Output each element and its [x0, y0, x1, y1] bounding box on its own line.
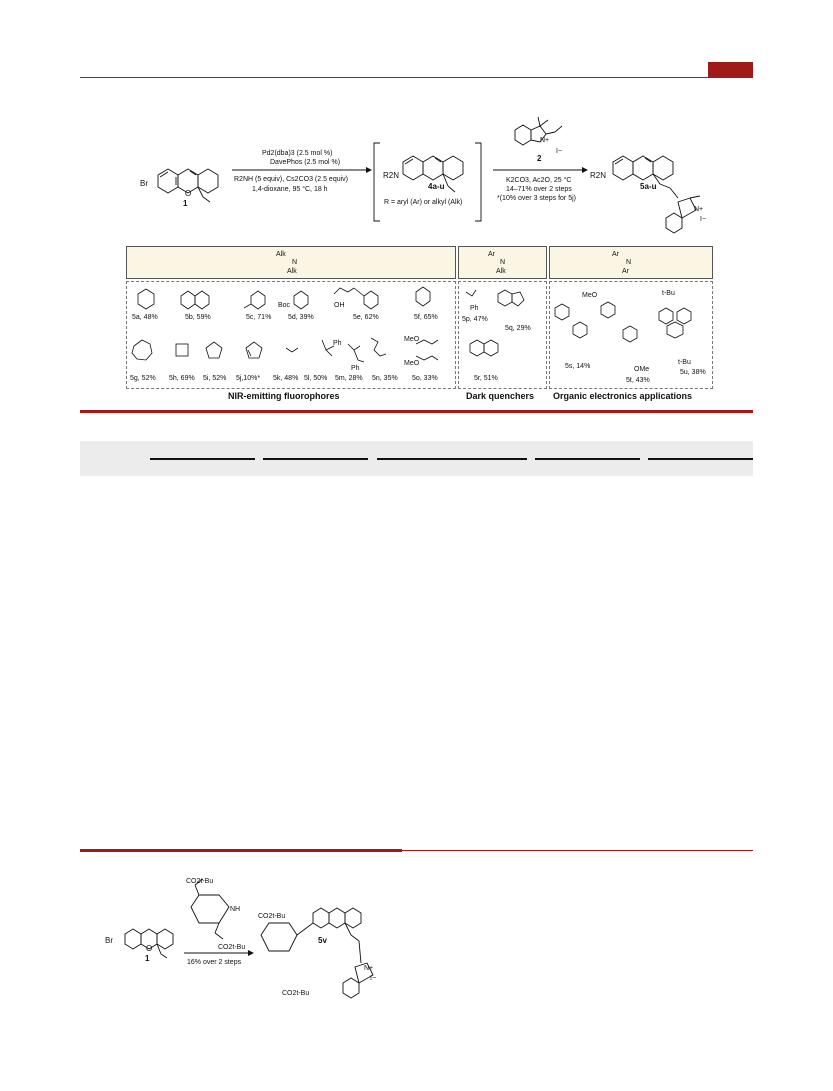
arar-ome: OMe — [634, 366, 650, 373]
compound-5n: 5n, 35% — [372, 375, 398, 382]
product-label: 5a-u — [640, 182, 657, 191]
compound-5k: 5k, 48% — [273, 375, 299, 382]
condition-2-line-3: *(10% over 3 steps for 5j) — [497, 195, 576, 202]
scheme2-start-label: 1 — [145, 954, 150, 963]
compound-5h: 5h, 69% — [169, 375, 195, 382]
alk-ph-top: Ph — [333, 340, 342, 347]
compound-5l: 5l, 50% — [304, 375, 328, 382]
compound-5c: 5c, 71% — [246, 314, 272, 321]
scheme2-product-co2tbu-bottom: CO2t-Bu — [282, 990, 310, 997]
header-tab — [708, 62, 753, 77]
caption-organic-electronics: Organic electronics applications — [553, 391, 693, 401]
caption-nir-fluorophores: NIR-emitting fluorophores — [228, 391, 340, 401]
caption-dark-quenchers: Dark quenchers — [466, 391, 535, 401]
scheme2-reagent-co2tbu-top: CO2t-Bu — [186, 878, 214, 885]
table-header-rule-4 — [535, 458, 640, 460]
scheme-2-rule-thin — [402, 850, 753, 851]
panel-aralk-header-n: N — [500, 259, 506, 266]
arar-tbu-top: t-Bu — [662, 290, 675, 297]
condition-1-line-2: DavePhos (2.5 mol %) — [270, 159, 341, 166]
intermediate-label: 4a-u — [428, 182, 445, 191]
panel-alk-header-n: N — [292, 259, 298, 266]
scheme2-arrow — [184, 949, 254, 957]
scheme-2-rule-thick — [80, 849, 402, 852]
condition-1-line-1: Pd2(dba)3 (2.5 mol %) — [262, 150, 333, 157]
arar-tbu-bottom: t-Bu — [678, 359, 691, 366]
arar-meo: MeO — [582, 292, 598, 299]
scheme2-reagent-structure — [185, 883, 245, 943]
scheme2-reagent-co2tbu-bottom: CO2t-Bu — [218, 944, 246, 951]
compound-5q: 5q, 29% — [505, 325, 531, 332]
panel-alk-header-bottom: Alk — [287, 268, 297, 275]
scheme2-reagent-nh: NH — [230, 906, 241, 913]
aralk-structures — [458, 282, 547, 372]
scheme2-product-nplus: N+ — [364, 965, 374, 972]
product-nplus: N+ — [694, 206, 704, 213]
compound-5j: 5j,10%* — [236, 375, 261, 382]
panel-arar-header-top: Ar — [612, 251, 619, 258]
product-5-structure — [608, 140, 728, 250]
intermediate-r-definition: R = aryl (Ar) or alkyl (Alk) — [384, 199, 463, 206]
table-header-rule-3 — [377, 458, 527, 460]
panel-aralk-header-top: Ar — [488, 251, 495, 258]
table-header-rule-5 — [648, 458, 753, 460]
compound-5e: 5e, 62% — [353, 314, 379, 321]
compound-5r: 5r, 51% — [474, 375, 498, 382]
compound-5t: 5t, 43% — [626, 377, 650, 384]
condition-2-line-2: 14–71% over 2 steps — [506, 186, 572, 193]
condition-1-line-4: 1,4-dioxane, 95 °C, 18 h — [252, 186, 328, 193]
table-header-rule-2 — [263, 458, 368, 460]
compound-5m: 5m, 28% — [335, 375, 363, 382]
alk-meo-bottom: MeO — [404, 360, 420, 367]
alk-ph-bottom: Ph — [351, 365, 360, 372]
panel-alk-header-top: Alk — [276, 251, 286, 258]
scheme2-product-co2tbu-top: CO2t-Bu — [258, 913, 286, 920]
reagent-2-iodide: I− — [556, 148, 563, 155]
compound-5p: 5p, 47% — [462, 316, 488, 323]
panel-arar-header-n: N — [626, 259, 632, 266]
alk-meo-top: MeO — [404, 336, 420, 343]
reagent-2-nplus: N+ — [540, 137, 550, 144]
intermediate-r2n: R2N — [383, 171, 400, 180]
compound-5i: 5i, 52% — [203, 375, 227, 382]
compound-5o: 5o, 33% — [412, 375, 438, 382]
reagent-2-label: 2 — [537, 154, 542, 163]
panel-aralk-header-bottom: Alk — [496, 268, 506, 275]
scheme2-product-iodide: I− — [370, 975, 377, 982]
compound-1-label: 1 — [183, 199, 188, 208]
scheme2-product-label: 5v — [318, 936, 327, 945]
compound-5f: 5f, 65% — [414, 314, 438, 321]
aralk-ph: Ph — [470, 305, 479, 312]
compound-1-structure — [148, 150, 238, 220]
product-r2n: R2N — [590, 171, 607, 180]
table-header-rule-1 — [150, 458, 255, 460]
compound-5u: 5u, 38% — [680, 369, 706, 376]
compound-5s: 5s, 14% — [565, 363, 591, 370]
alk-boc: Boc — [278, 302, 291, 309]
reaction-arrow-1 — [232, 166, 372, 174]
alk-oh: OH — [334, 302, 345, 309]
scheme-1-rule — [80, 410, 753, 413]
compound-5a: 5a, 48% — [132, 314, 158, 321]
reaction-arrow-2 — [493, 166, 588, 174]
compound-1-o: O — [185, 189, 192, 198]
compound-5b: 5b, 59% — [185, 314, 211, 321]
scheme2-start-o: O — [146, 944, 153, 953]
condition-2-line-1: K2CO3, Ac2O, 25 °C — [506, 177, 572, 184]
compound-5g: 5g, 52% — [130, 375, 156, 382]
bracket-left — [373, 142, 381, 222]
compound-1-br: Br — [140, 179, 148, 188]
compound-5d: 5d, 39% — [288, 314, 314, 321]
panel-arar-header-bottom: Ar — [622, 268, 629, 275]
product-iodide: I− — [700, 216, 707, 223]
header-rule — [80, 77, 753, 78]
condition-1-line-3: R2NH (5 equiv), Cs2CO3 (2.5 equiv) — [234, 176, 348, 183]
scheme2-condition: 16% over 2 steps — [187, 959, 242, 966]
scheme2-start-br: Br — [105, 936, 113, 945]
